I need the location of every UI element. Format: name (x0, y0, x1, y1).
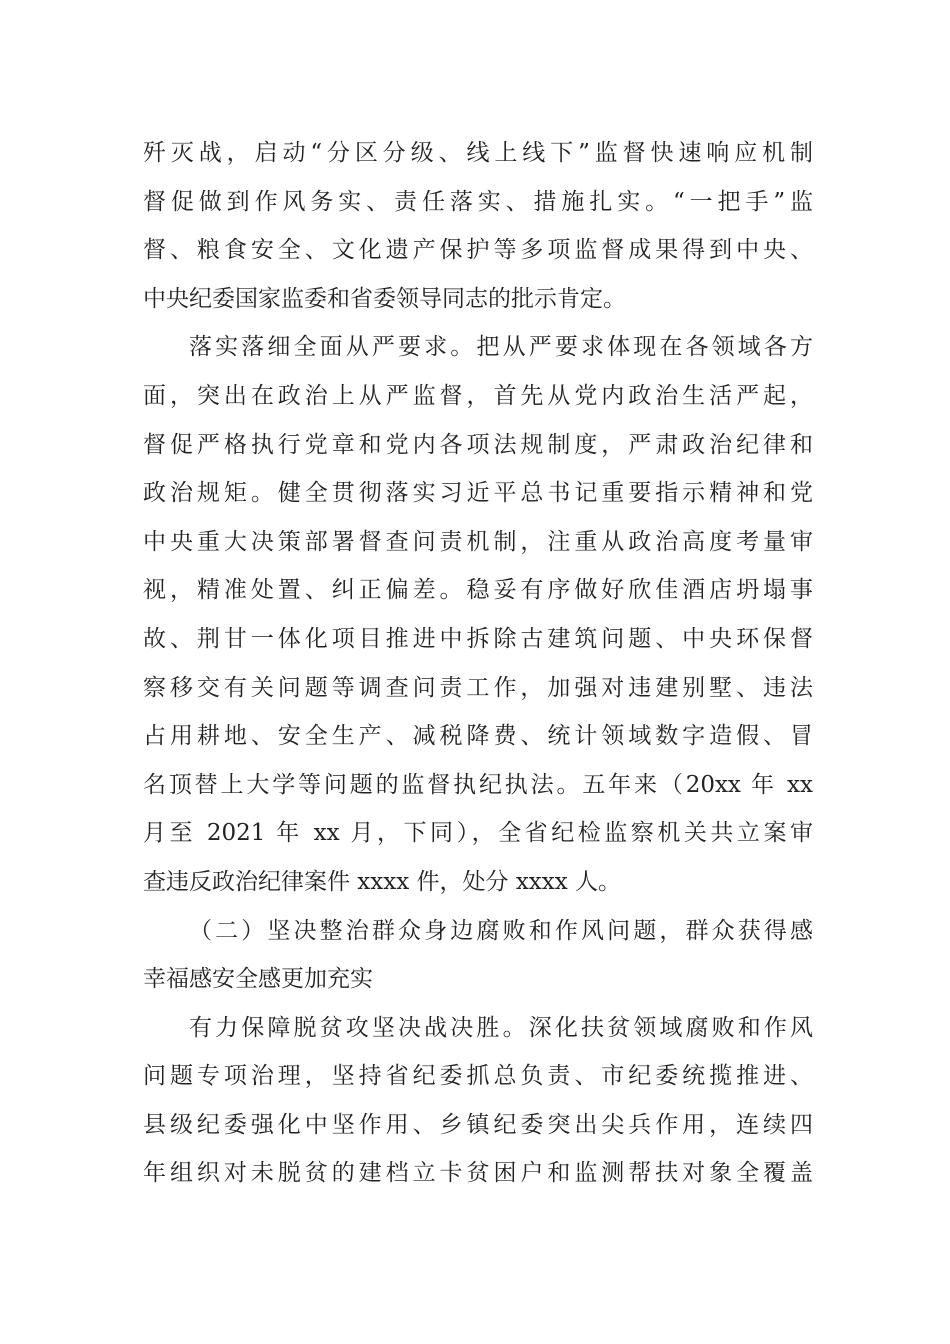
document-body (143, 129, 813, 1198)
text-line: 幸福感安全感更加充实 (143, 966, 373, 993)
text-line: 督促严格执行党章和党内各项法规制度，严肃政治纪律和 (143, 431, 813, 458)
text-line: 中央纪委国家监委和省委领导同志的批示肯定。 (143, 285, 626, 312)
text-line: 面，突出在政治上从严监督，首先从党内政治生活严起， (143, 382, 813, 409)
text-line: 落实落细全面从严要求。把从严要求体现在各领域各方 (189, 334, 813, 361)
text-line: 中央重大决策部署督查问责机制，注重从政治高度考量审 (143, 528, 813, 555)
paragraph (143, 1004, 813, 1198)
text-line: 有力保障脱贫攻坚决战决胜。深化扶贫领域腐败和作风 (189, 1014, 813, 1041)
paragraph (143, 323, 813, 906)
text-line: 督、粮食安全、文化遗产保护等多项监督成果得到中央、 (143, 237, 813, 264)
text-line: 政治规矩。健全贯彻落实习近平总书记重要指示精神和党 (143, 480, 813, 507)
text-line: 督促做到作风务实、责任落实、措施扎实。“一把手”监 (143, 188, 813, 215)
text-line: 名顶替上大学等问题的监督执纪执法。五年来（20xx 年 xx (143, 771, 813, 798)
paragraph (143, 129, 813, 323)
text-line: 占用耕地、安全生产、减税降费、统计领域数字造假、冒 (143, 723, 813, 750)
text-line: 县级纪委强化中坚作用、乡镇纪委突出尖兵作用，连续四 (143, 1111, 813, 1138)
text-line: 问题专项治理，坚持省纪委抓总负责、市纪委统揽推进、 (143, 1063, 813, 1090)
text-line: 察移交有关问题等调查问责工作，加强对违建别墅、违法 (143, 674, 813, 701)
text-line: 故、荆甘一体化项目推进中拆除古建筑问题、中央环保督 (143, 625, 813, 652)
section-heading (143, 907, 813, 1004)
text-line: 月至 2021 年 xx 月，下同），全省纪检监察机关共立案审 (143, 820, 813, 847)
text-line: 查违反政治纪律案件 xxxx 件，处分 xxxx 人。 (143, 868, 622, 895)
text-line: 歼灭战，启动“分区分级、线上线下”监督快速响应机制 (143, 140, 813, 166)
text-line: 视，精准处置、纠正偏差。稳妥有序做好欣佳酒店坍塌事 (143, 577, 813, 604)
text-line: 年组织对未脱贫的建档立卡贫困户和监测帮扶对象全覆盖 (143, 1160, 813, 1187)
text-line: （二）坚决整治群众身边腐败和作风问题，群众获得感 (189, 917, 813, 944)
